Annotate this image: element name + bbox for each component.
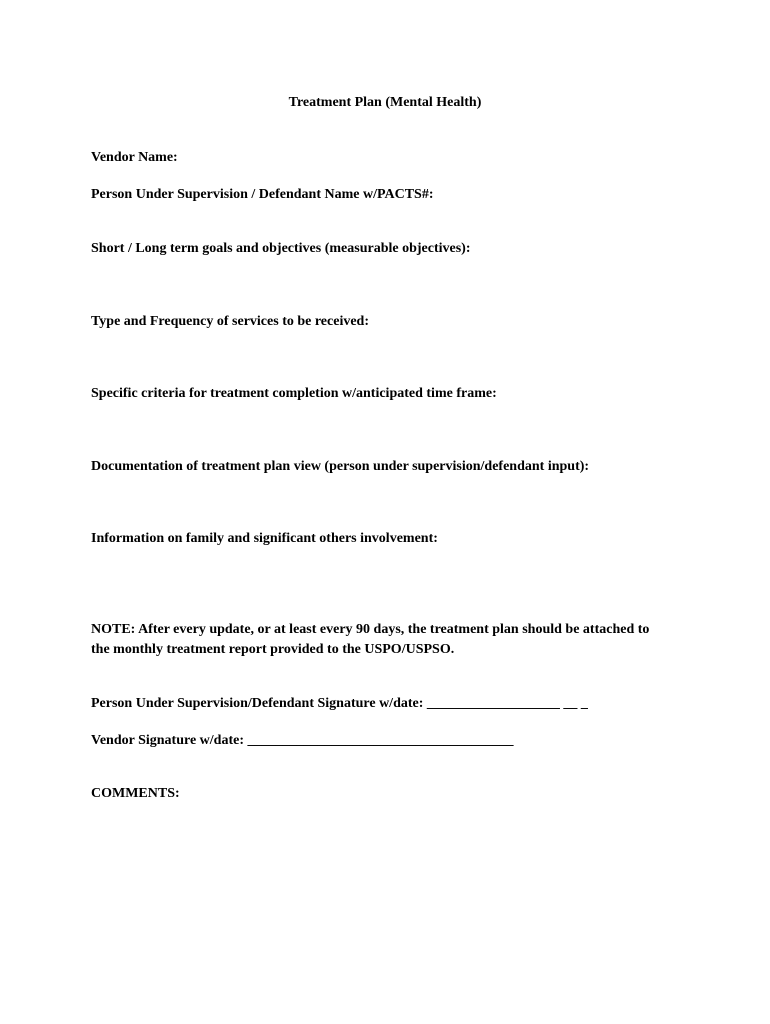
- family-label: Information on family and significant others involvement:: [91, 531, 438, 546]
- defendant-signature-line: Person Under Supervision/Defendant Signature w/date: ___________________ __ _: [91, 696, 588, 711]
- page-title: Treatment Plan (Mental Health): [288, 95, 482, 110]
- vendor-name-label: Vendor Name:: [91, 150, 178, 165]
- person-name-label: Person Under Supervision / Defendant Name w/PACTS#:: [91, 187, 434, 202]
- services-label: Type and Frequency of services to be received:: [91, 314, 370, 329]
- documentation-label: Documentation of treatment plan view (person under supervision/defendant input):: [91, 459, 590, 474]
- comments-label: COMMENTS:: [91, 786, 180, 801]
- note-line-1: NOTE: After every update, or at least every 90 days, the treatment plan should be attached to: [91, 622, 650, 637]
- goals-label: Short / Long term goals and objectives (measurable objectives):: [91, 241, 471, 256]
- criteria-label: Specific criteria for treatment completion w/anticipated time frame:: [91, 386, 497, 401]
- vendor-signature-line: Vendor Signature w/date: ______________________________________: [91, 733, 514, 748]
- note-paragraph: [91, 620, 711, 660]
- note-line-2: the monthly treatment report provided to the USPO/USPSO.: [91, 642, 455, 657]
